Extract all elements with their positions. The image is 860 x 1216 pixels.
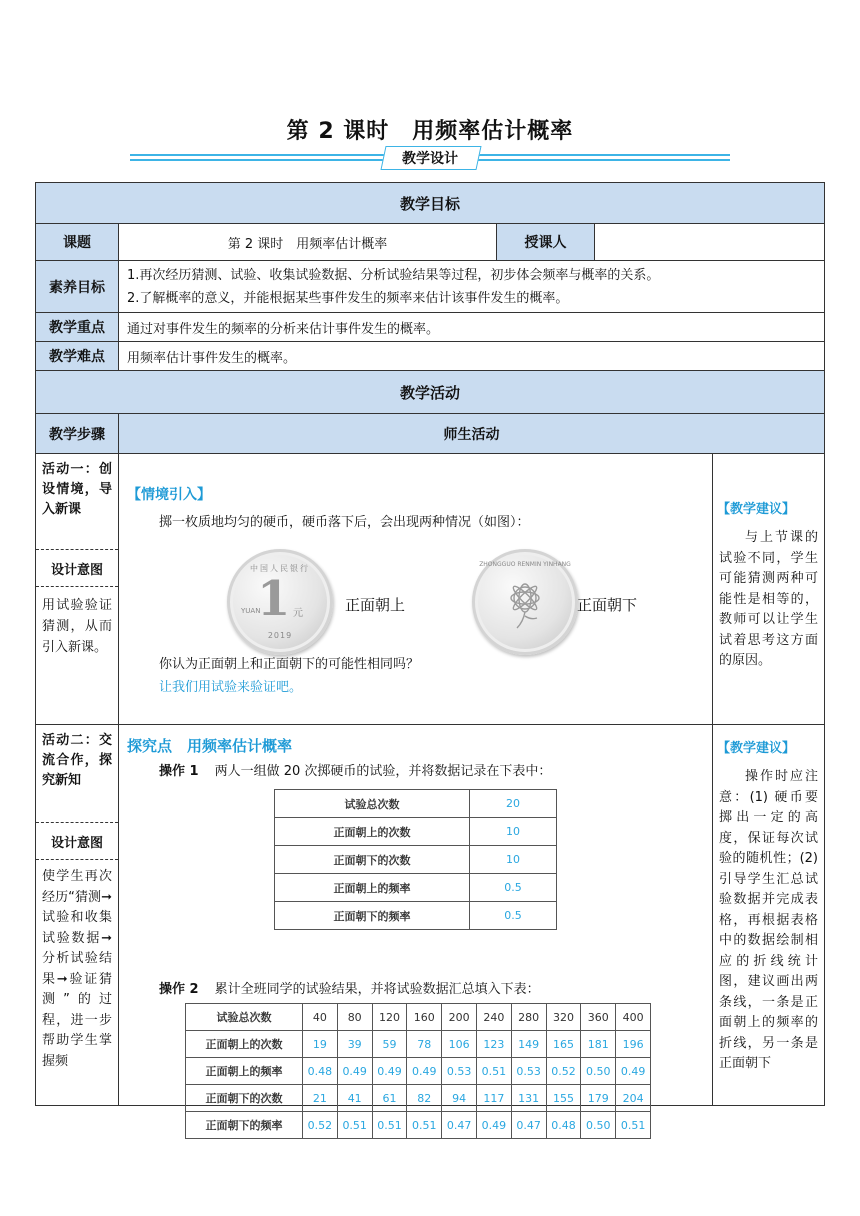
coin-heads-image (227, 549, 333, 655)
coin-front-year: 2019 (267, 631, 293, 640)
activity1-intro: 掷一枚质地均匀的硬币，硬币落下后，会出现两种情况（如图）： (159, 515, 530, 530)
table2-value-cell: 78 (407, 1031, 442, 1058)
table2-value-cell: 80 (337, 1004, 372, 1031)
teacher-value (595, 224, 824, 261)
activity1-name: 活动一：创设情境，导入新课 (42, 462, 112, 517)
banner-label: 教学设计 (402, 151, 458, 167)
activity2-suggestion-heading: 【教学建议】 (717, 741, 796, 756)
table2-value-cell: 200 (442, 1004, 477, 1031)
trial-table-20 (274, 789, 557, 930)
table2-value-cell: 0.53 (442, 1058, 477, 1085)
table1-row (275, 902, 557, 930)
table2-value-cell: 0.47 (511, 1112, 546, 1139)
table2-value-cell: 320 (546, 1004, 581, 1031)
section-banner (130, 146, 730, 170)
activity2-side (36, 725, 119, 1105)
table2-value-cell: 0.52 (303, 1112, 338, 1139)
table2-value-cell: 0.48 (303, 1058, 338, 1085)
table2-value-cell: 165 (546, 1031, 581, 1058)
activity1-suggestion-heading: 【教学建议】 (717, 502, 796, 517)
table2-value-cell: 0.51 (616, 1112, 651, 1139)
table1-row (275, 874, 557, 902)
table2-value-cell: 0.53 (511, 1058, 546, 1085)
table2-value-cell: 155 (546, 1085, 581, 1112)
activity1-question: 你认为正面朝上和正面朝下的可能性相同吗？ (159, 657, 420, 672)
table2-label-cell: 正面朝下的次数 (186, 1085, 303, 1112)
key-point-value: 通过对事件发生的频率的分析来估计事件发生的概率。 (119, 313, 824, 342)
section-header-activities: 教学活动 (36, 371, 824, 414)
tails-caption: 正面朝下 (577, 596, 638, 614)
activities-label: 师生活动 (119, 414, 824, 454)
op1-label: 操作 1 (159, 764, 199, 779)
literacy-goals (119, 261, 824, 313)
difficulty-value: 用频率估计事件发生的概率。 (119, 342, 824, 371)
lesson-table (35, 182, 825, 1132)
table2-value-cell: 41 (337, 1085, 372, 1112)
table2-value-cell: 0.52 (546, 1058, 581, 1085)
topic-value: 第 2 课时 用频率估计概率 (119, 224, 497, 261)
op2-text: 累计全班同学的试验结果，并将试验数据汇总填入下表： (214, 982, 540, 997)
table2-value-cell: 0.51 (407, 1112, 442, 1139)
table2-value-cell: 117 (476, 1085, 511, 1112)
activity2-heading: 探究点 用频率估计概率 (127, 737, 293, 755)
table2-row (186, 1085, 651, 1112)
table2-row (186, 1004, 651, 1031)
table2-value-cell: 39 (337, 1031, 372, 1058)
table2-value-cell: 400 (616, 1004, 651, 1031)
table2-value-cell: 61 (372, 1085, 407, 1112)
activity1-intent-label: 设计意图 (50, 562, 103, 578)
table1-label-cell: 试验总次数 (275, 790, 470, 818)
table2-value-cell: 106 (442, 1031, 477, 1058)
activity1-prompt: 让我们用试验来验证吧。 (159, 680, 303, 695)
table2-value-cell: 0.48 (546, 1112, 581, 1139)
activity2-suggestion-text: 操作时应注意：(1) 硬币要掷出一定的高度，保证每次试验的随机性；(2) 引导学生汇总试验数据并完成表格，再根据表格中的数据绘制相应的折线统计图，建议画出两条线，一条是正面朝上的频率的折线，另一条是正面朝下 (719, 769, 818, 1071)
table1-label-cell: 正面朝上的频率 (275, 874, 470, 902)
steps-label: 教学步骤 (36, 414, 119, 454)
coin-tails-image (472, 549, 578, 655)
table1-label-cell: 正面朝下的频率 (275, 902, 470, 930)
literacy-item-1: 1.再次经历猜测、试验、收集试验数据、分析试验结果等过程，初步体会频率与概率的关系。 (127, 268, 660, 283)
coin-front-latin: YUAN (241, 607, 261, 615)
table2-value-cell: 0.51 (337, 1112, 372, 1139)
literacy-label: 素养目标 (36, 261, 119, 313)
op1-text: 两人一组做 20 次掷硬币的试验，并将数据记录在下表中： (214, 764, 552, 779)
class-summary-table (185, 1003, 651, 1139)
activity1-suggestion (713, 454, 824, 725)
table2-label-cell: 试验总次数 (186, 1004, 303, 1031)
table1-row (275, 846, 557, 874)
table2-value-cell: 120 (372, 1004, 407, 1031)
table2-value-cell: 123 (476, 1031, 511, 1058)
table2-value-cell: 82 (407, 1085, 442, 1112)
activity1-content (119, 454, 713, 725)
table2-value-cell: 21 (303, 1085, 338, 1112)
table2-value-cell: 94 (442, 1085, 477, 1112)
topic-label: 课题 (36, 224, 119, 261)
table2-row (186, 1112, 651, 1139)
activity2-intent-label: 设计意图 (50, 835, 103, 851)
table2-value-cell: 59 (372, 1031, 407, 1058)
difficulty-label: 教学难点 (36, 342, 119, 371)
table2-value-cell: 280 (511, 1004, 546, 1031)
table2-row (186, 1031, 651, 1058)
table2-value-cell: 360 (581, 1004, 616, 1031)
table1-value-cell: 0.5 (470, 874, 557, 902)
activity1-heading: 【情境引入】 (127, 487, 211, 503)
table1-label-cell: 正面朝下的次数 (275, 846, 470, 874)
table2-value-cell: 196 (616, 1031, 651, 1058)
table2-value-cell: 0.50 (581, 1058, 616, 1085)
table2-value-cell: 149 (511, 1031, 546, 1058)
table2-value-cell: 0.49 (337, 1058, 372, 1085)
op2-label: 操作 2 (159, 982, 199, 997)
table2-row (186, 1058, 651, 1085)
table2-value-cell: 204 (616, 1085, 651, 1112)
table2-label-cell: 正面朝下的频率 (186, 1112, 303, 1139)
table2-value-cell: 0.49 (407, 1058, 442, 1085)
teacher-label: 授课人 (497, 224, 595, 261)
table2-label-cell: 正面朝上的次数 (186, 1031, 303, 1058)
table2-value-cell: 0.49 (476, 1112, 511, 1139)
table2-value-cell: 40 (303, 1004, 338, 1031)
table1-row (275, 790, 557, 818)
activity2-content (119, 725, 713, 1132)
table1-value-cell: 10 (470, 846, 557, 874)
page-title: 第 2 课时 用频率估计概率 (286, 119, 574, 144)
heads-caption: 正面朝上 (345, 596, 406, 614)
key-point-label: 教学重点 (36, 313, 119, 342)
table1-value-cell: 10 (470, 818, 557, 846)
activity2-intent-text: 使学生再次经历“猜测➞试验和收集试验数据➞分析试验结果➞验证猜测”的过程，进一步帮助学生掌握频 (42, 869, 112, 1069)
literacy-item-2: 2.了解概率的意义，并能根据某些事件发生的频率来估计该事件发生的概率。 (127, 291, 569, 306)
table2-value-cell: 0.47 (442, 1112, 477, 1139)
table2-value-cell: 240 (476, 1004, 511, 1031)
table1-value-cell: 0.5 (470, 902, 557, 930)
table2-value-cell: 0.49 (616, 1058, 651, 1085)
table2-value-cell: 179 (581, 1085, 616, 1112)
coin-front-unit: 元 (293, 608, 303, 619)
table1-value-cell: 20 (470, 790, 557, 818)
table2-value-cell: 181 (581, 1031, 616, 1058)
activity1-intent-text: 用试验验证猜测，从而引入新课。 (42, 598, 112, 655)
table2-value-cell: 0.51 (476, 1058, 511, 1085)
section-header-goals: 教学目标 (36, 183, 824, 224)
table1-label-cell: 正面朝上的次数 (275, 818, 470, 846)
activity2-name: 活动二：交流合作，探究新知 (42, 733, 112, 788)
table2-value-cell: 131 (511, 1085, 546, 1112)
chrysanthemum-icon (495, 572, 555, 632)
table2-value-cell: 0.50 (581, 1112, 616, 1139)
coin-front-text: 中国人民银行 (250, 564, 310, 573)
table2-value-cell: 19 (303, 1031, 338, 1058)
table2-value-cell: 160 (407, 1004, 442, 1031)
table1-row (275, 818, 557, 846)
table2-value-cell: 0.51 (372, 1112, 407, 1139)
table2-label-cell: 正面朝上的频率 (186, 1058, 303, 1085)
activity1-side (36, 454, 119, 725)
coin-front-value: 1 (257, 571, 291, 627)
coin-back-text: ZHONGGUO RENMIN YINHANG (479, 561, 571, 568)
op2-line (159, 979, 540, 1001)
table2-value-cell: 0.49 (372, 1058, 407, 1085)
op1-line (159, 761, 551, 783)
activity2-suggestion (713, 725, 824, 1105)
activity1-suggestion-text: 与上节课的试验不同，学生可能猜测两种可能性是相等的，教师可以让学生试着思考这方面的原因。 (719, 530, 818, 668)
